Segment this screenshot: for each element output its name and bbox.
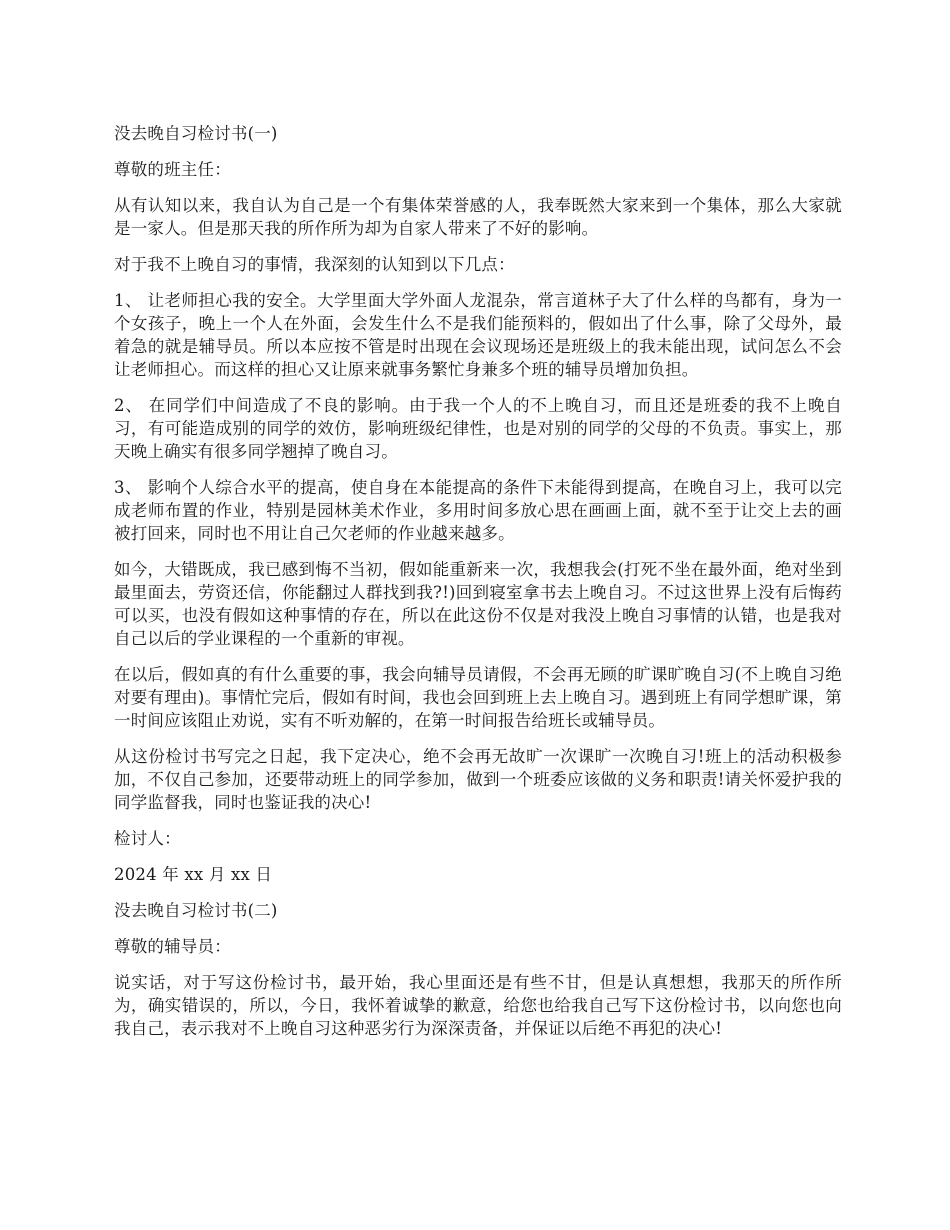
paragraph-resolution: 从这份检讨书写完之日起，我下定决心，绝不会再无故旷一次课旷一次晚自习!班上的活动积极参加，不仅自己参加，还要带动班上的同学参加，做到一个班委应该做的义务和职责!请关怀爱护我的同学监督我，同时也鉴证我的决心!: [114, 747, 842, 812]
document-title-2: 没去晚自习检讨书(二): [114, 901, 278, 920]
paragraph-point-1: 1、 让老师担心我的安全。大学里面大学外面人龙混杂，常言道林子大了什么样的鸟都有，身为一个女孩子，晚上一个人在外面，会发生什么不是我们能预料的，假如出了什么事，除了父母外，最着急的就是辅导员。所以本应按不管是时出现在会议现场还是班级上的我未能出现，试问怎么不会让老师担心。而这样的担心又让原来就事务繁忙身兼多个班的辅导员增加负担。: [114, 291, 842, 379]
paragraph-intro: 从有认知以来，我自认为自己是一个有集体荣誉感的人，我奉既然大家来到一个集体，那么大家就是一家人。但是那天我的所作所为却为自家人带来了不好的影响。: [114, 196, 842, 238]
date-line: 2024 年 xx 月 xx 日: [114, 865, 273, 884]
paragraph-future: 在以后，假如真的有什么重要的事，我会向辅导员请假，不会再无顾的旷课旷晚自习(不上晚自习绝对要有理由)。事情忙完后，假如有时间，我也会回到班上去上晚自习。遇到班上有同学想旷课，第一时间应该阻止劝说，实有不听劝解的，在第一时间报告给班长或辅导员。: [114, 665, 842, 730]
paragraph-points-lead: 对于我不上晚自习的事情，我深刻的认知到以下几点：: [114, 255, 515, 274]
paragraph-point-2: 2、 在同学们中间造成了不良的影响。由于我一个人的不上晚自习，而且还是班委的我不上晚自习，有可能造成别的同学的效仿，影响班级纪律性，也是对别的同学的父母的不负责。事实上，那天晚上确实有很多同学翘掉了晚自习。: [114, 396, 842, 461]
salutation-2: 尊敬的辅导员：: [114, 937, 231, 956]
signature-label: 检讨人：: [114, 829, 181, 848]
paragraph-second-intro: 说实话，对于写这份检讨书，最开始，我心里面还是有些不甘，但是认真想想，我那天的所作所为，确实错误的，所以，今日，我怀着诚挚的歉意，给您也给我自己写下这份检讨书，以向您也向我自己，表示我对不上晚自习这种恶劣行为深深责备，并保证以后绝不再犯的决心!: [114, 973, 842, 1038]
paragraph-regret: 如今，大错既成，我已感到悔不当初，假如能重新来一次，我想我会(打死不坐在最外面，绝对坐到最里面去，劳资还信，你能翻过人群找到我?!)回到寝室拿书去上晚自习。不过这世界上没有后悔药可以买，也没有假如这种事情的存在，所以在此这份不仅是对我没上晚自习事情的认错，也是我对自己以后的学业课程的一个重新的审视。: [114, 560, 842, 648]
paragraph-point-3: 3、 影响个人综合水平的提高，使自身在本能提高的条件下未能得到提高，在晚自习上，我可以完成老师布置的作业，特别是园林美术作业，多用时间多放心思在画画上面，就不至于让交上去的画被打回来，同时也不用让自己欠老师的作业越来越多。: [114, 478, 842, 543]
document-title-1: 没去晚自习检讨书(一): [114, 124, 278, 143]
salutation-1: 尊敬的班主任：: [114, 160, 231, 179]
document-body: [114, 122, 842, 1053]
